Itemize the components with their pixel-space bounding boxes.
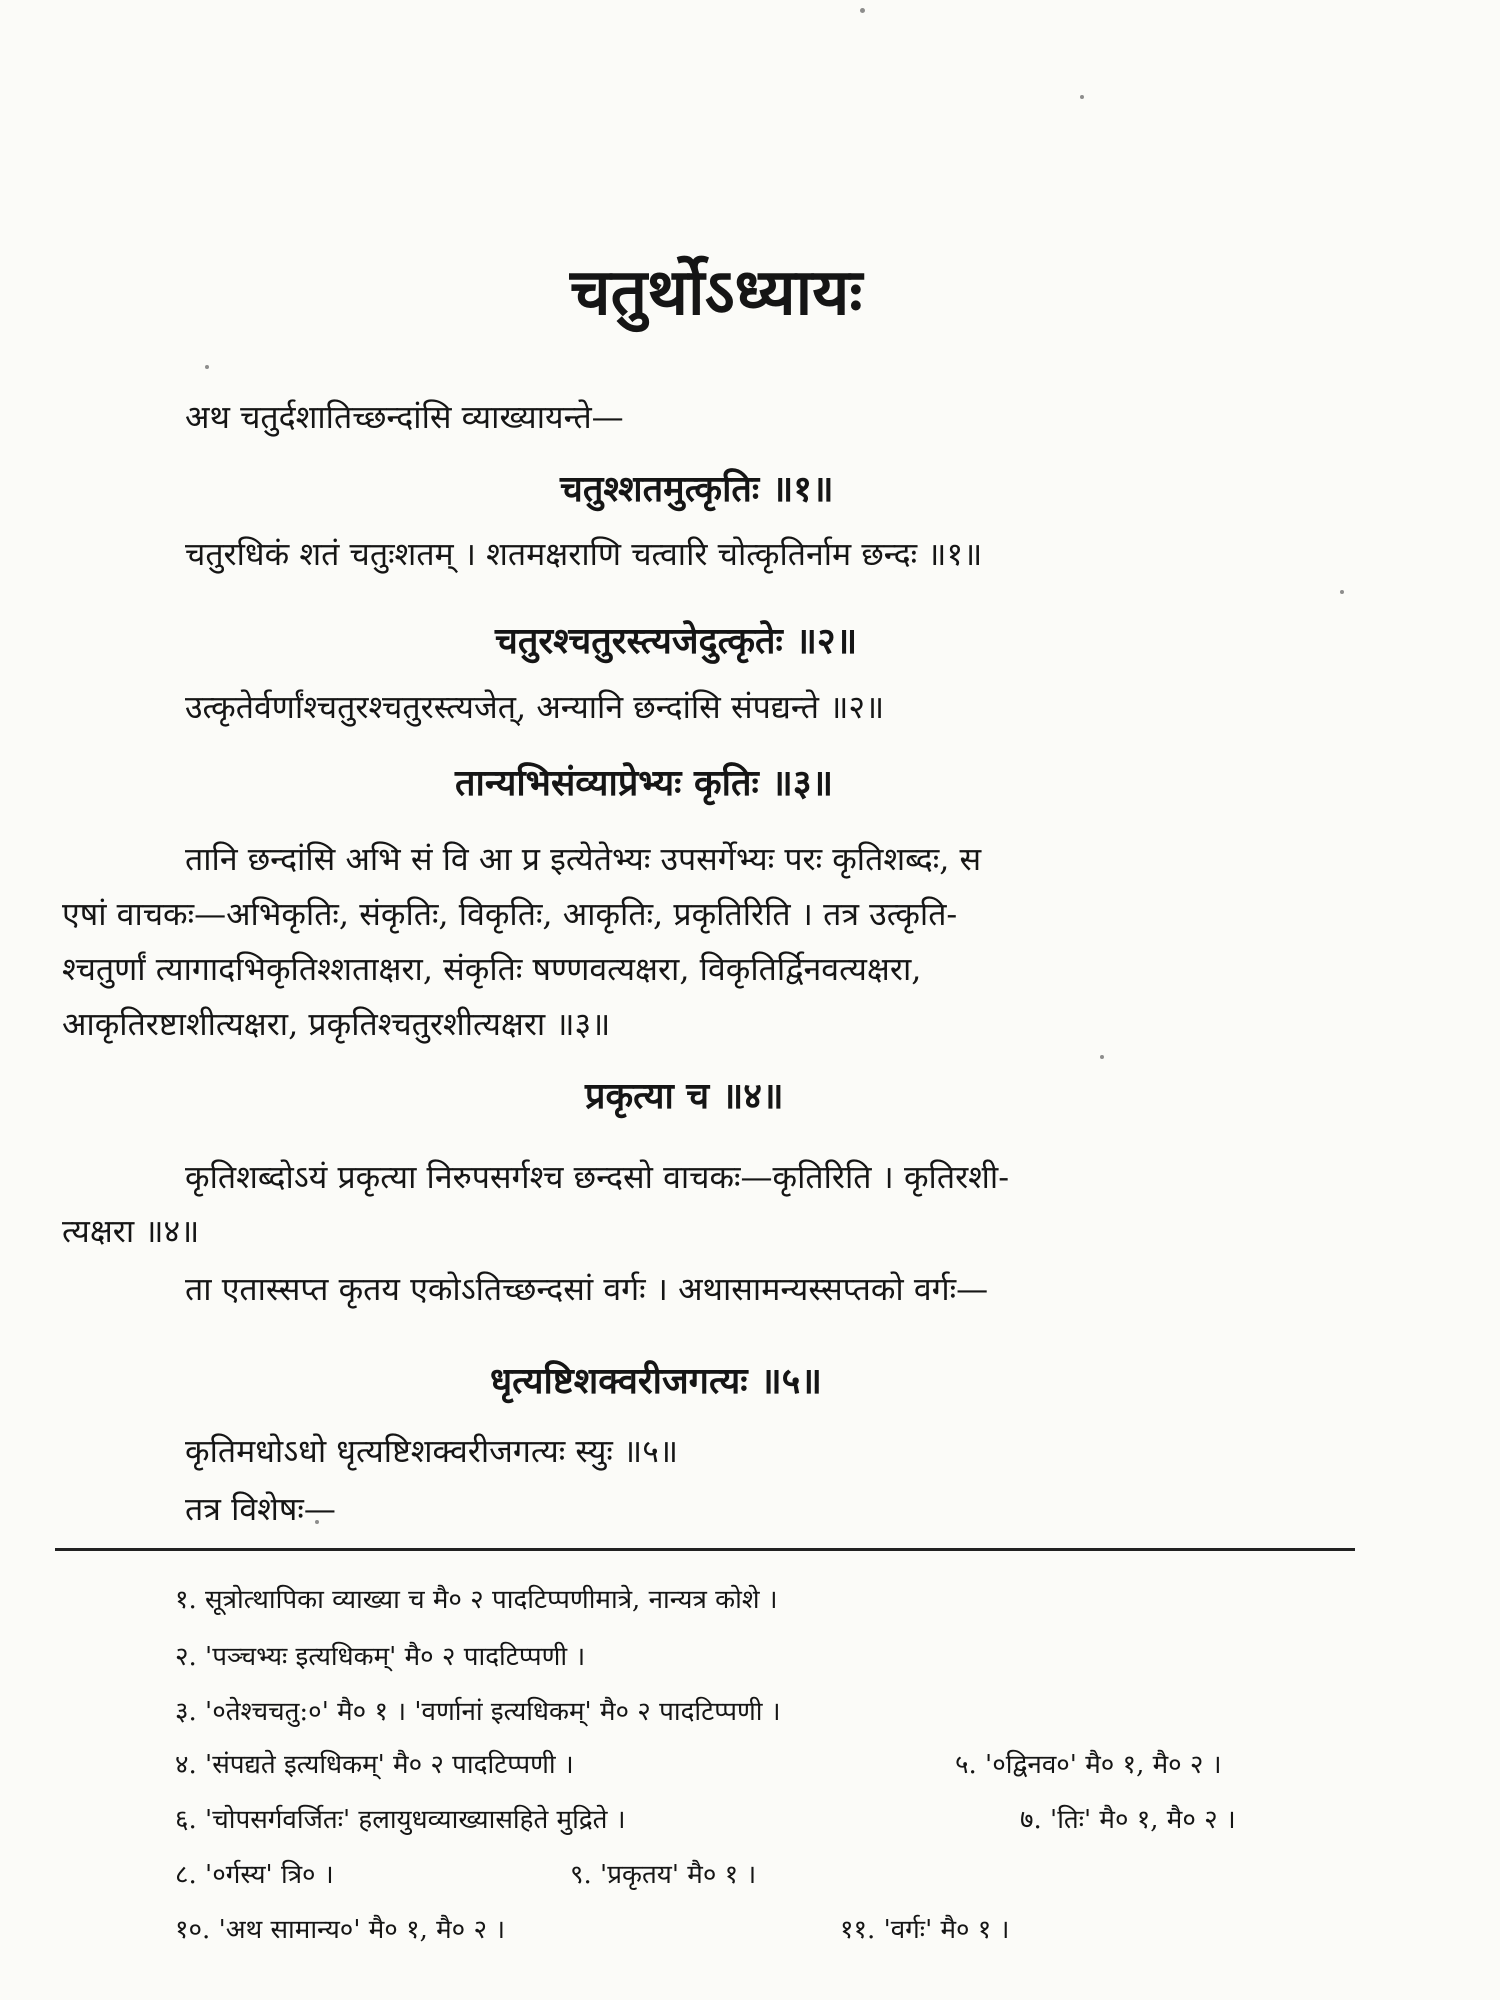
footnote-9: ९. 'प्रकृतय' मै० १ । <box>570 1860 757 1890</box>
footnote-1: १. सूत्रोत्थापिका व्याख्या च मै० २ पादटिप्पणीमात्रे, नान्यत्र कोशे । <box>175 1585 778 1615</box>
footnote-3: ३. '०तेश्चचतु:०' मै० १ । 'वर्णानां इत्यधिकम्' मै० २ पादटिप्पणी । <box>175 1697 781 1727</box>
commentary-5-line-2: तत्र विशेषः— <box>185 1490 336 1528</box>
footnote-10: १०. 'अथ सामान्य०' मै० १, मै० २ । <box>175 1915 506 1945</box>
commentary-5-line-1: कृतिमधोऽधो धृत्यष्टिशक्वरीजगत्यः स्युः ॥५॥ <box>185 1432 679 1470</box>
commentary-1: चतुरधिकं शतं चतुःशतम् । शतमक्षराणि चत्वारि चोत्कृतिर्नाम छन्दः ॥१॥ <box>185 535 983 573</box>
sutra-2: चतुरश्चतुरस्त्यजेदुत्कृतेः ॥२॥ <box>495 620 858 662</box>
scan-speck <box>1100 1055 1104 1059</box>
footnote-2: २. 'पञ्चभ्यः इत्यधिकम्' मै० २ पादटिप्पणी । <box>175 1642 586 1672</box>
sutra-5: धृत्यष्टिशक्वरीजगत्यः ॥५॥ <box>490 1360 822 1402</box>
scan-speck <box>205 365 209 369</box>
commentary-4-line-3: ता एतास्सप्त कृतय एकोऽतिच्छन्दसां वर्गः । अथासामन्यस्सप्तको वर्गः— <box>185 1270 989 1308</box>
footnote-5: ५. '०द्विनव०' मै० १, मै० २ । <box>955 1750 1222 1780</box>
footnote-8: ८. '०र्गस्य' त्रि० । <box>175 1860 334 1890</box>
sutra-1: चतुश्शतमुत्कृतिः ॥१॥ <box>560 468 834 510</box>
sutra-4: प्रकृत्या च ॥४॥ <box>585 1075 784 1117</box>
commentary-4-line-2: त्यक्षरा ॥४॥ <box>62 1212 200 1250</box>
scan-speck <box>1340 590 1344 594</box>
commentary-3-line-4: आकृतिरष्टाशीत्यक्षरा, प्रकृतिश्चतुरशीत्यक्षरा ॥३॥ <box>62 1005 611 1043</box>
scan-speck <box>1080 95 1084 99</box>
scan-speck <box>860 8 865 13</box>
footnote-11: ११. 'वर्गः' मै० १ । <box>840 1915 1010 1945</box>
commentary-3-line-1: तानि छन्दांसि अभि सं वि आ प्र इत्येतेभ्यः उपसर्गेभ्यः परः कृतिशब्दः, स <box>185 840 982 878</box>
commentary-3-line-2: एषां वाचकः—अभिकृतिः, संकृतिः, विकृतिः, आकृतिः, प्रकृतिरिति । तत्र उत्कृति- <box>62 895 958 933</box>
intro-line: अथ चतुर्दशातिच्छन्दांसि व्याख्यायन्ते— <box>185 398 624 436</box>
commentary-3-line-3: श्चतुर्णां त्यागादभिकृतिश्शताक्षरा, संकृतिः षण्णवत्यक्षरा, विकृतिर्द्विनवत्यक्षरा, <box>62 950 922 988</box>
footnote-7: ७. 'तिः' मै० १, मै० २ । <box>1020 1805 1236 1835</box>
sutra-3: तान्यभिसंव्याप्रेभ्यः कृतिः ॥३॥ <box>455 762 834 804</box>
chapter-title: चतुर्थोऽध्यायः <box>570 255 863 330</box>
commentary-4-line-1: कृतिशब्दोऽयं प्रकृत्या निरुपसर्गश्च छन्दसो वाचकः—कृतिरिति । कृतिरशी- <box>185 1158 1010 1196</box>
footnote-divider <box>55 1548 1355 1551</box>
commentary-2: उत्कृतेर्वर्णांश्चतुरश्चतुरस्त्यजेत्, अन्यानि छन्दांसि संपद्यन्ते ॥२॥ <box>185 688 885 726</box>
footnote-4: ४. 'संपद्यते इत्यधिकम्' मै० २ पादटिप्पणी । <box>175 1750 574 1780</box>
footnote-6: ६. 'चोपसर्गवर्जितः' हलायुधव्याख्यासहिते मुद्रिते । <box>175 1805 626 1835</box>
